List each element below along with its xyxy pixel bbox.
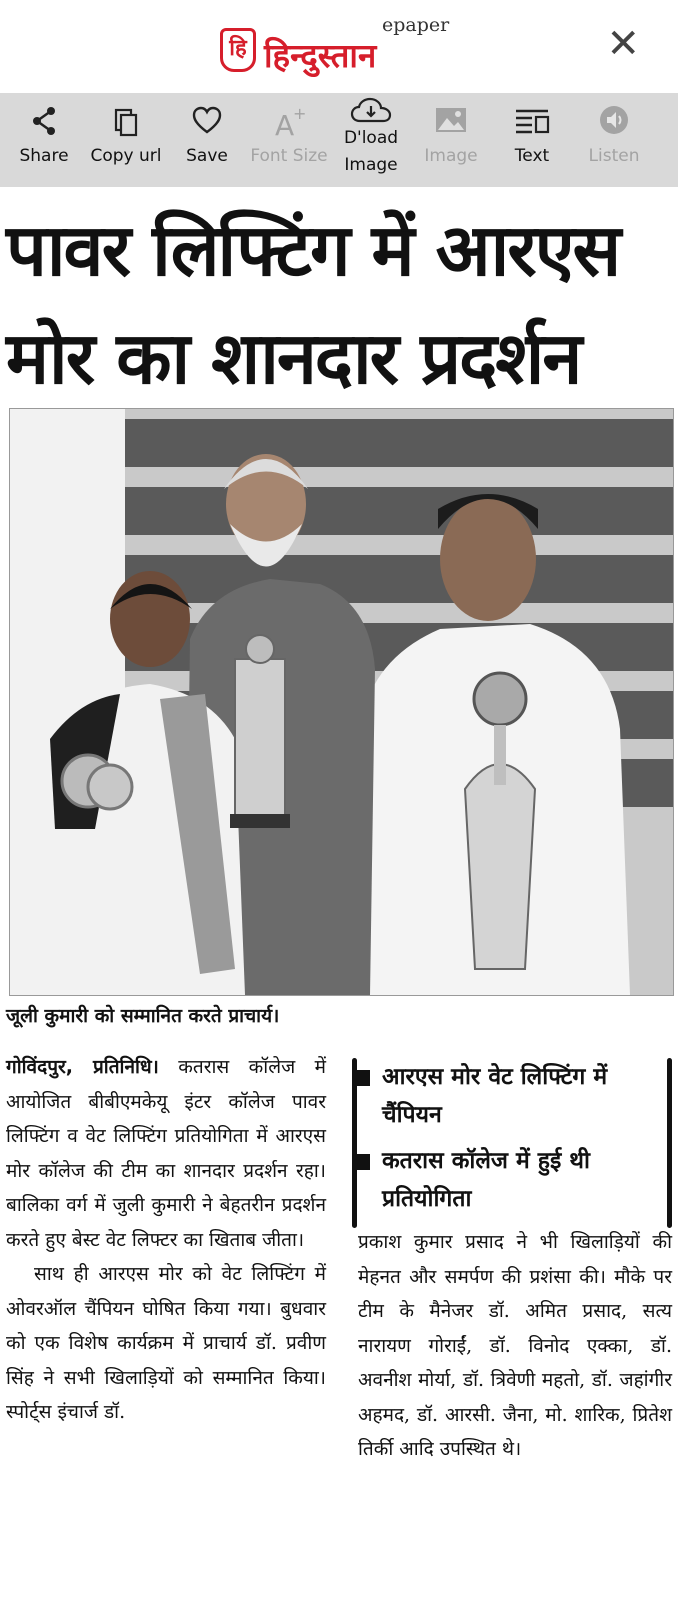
logo-badge: हि xyxy=(220,28,256,72)
text-button[interactable] xyxy=(508,93,556,187)
paragraph-2: साथ ही आरएस मोर को वेट लिफ्टिंग में ओवरऑल चैंपियन घोषित किया गया। बुधवार को एक विशेष कार्यक्रम में प्राचार्य डॉ. प्रवीण सिंह ने सभी खिलाड़ियों को सम्मानित किया। स्पोर्ट्स इंचार्ज डॉ. xyxy=(6,1263,326,1423)
svg-text:A: A xyxy=(275,109,295,142)
highlight-item xyxy=(382,1142,668,1218)
headline-line-1: पावर लिफ्टिंग में आरएस xyxy=(6,208,620,292)
photo-caption: जूली कुमारी को सम्मानित करते प्राचार्य। xyxy=(6,1005,280,1027)
download-image-button[interactable] xyxy=(336,93,406,187)
image-button[interactable] xyxy=(420,93,482,187)
font-size-icon xyxy=(246,105,332,145)
text-icon xyxy=(508,105,556,145)
article-headline xyxy=(6,196,676,412)
listen-label: Listen xyxy=(588,146,640,166)
photo-illustration xyxy=(10,409,673,995)
copy-url-label: Copy url xyxy=(90,146,162,166)
save-label: Save xyxy=(186,146,228,166)
listen-button[interactable] xyxy=(586,93,642,187)
svg-text:+: + xyxy=(293,104,307,123)
copy-url-button[interactable] xyxy=(88,93,164,187)
highlight-text-2: कतरास कॉलेज में हुई थी प्रतियोगिता xyxy=(382,1148,590,1212)
logo-name: हिन्दुस्तान xyxy=(264,36,377,75)
article-photo xyxy=(9,408,674,996)
save-button[interactable] xyxy=(182,93,232,187)
toolbar xyxy=(0,93,678,187)
highlight-item xyxy=(382,1058,668,1134)
article-body-right xyxy=(358,1225,672,1467)
share-icon xyxy=(14,105,74,145)
close-icon[interactable]: ✕ xyxy=(606,21,640,67)
image-icon xyxy=(420,105,482,145)
bullet-square-icon xyxy=(354,1154,370,1170)
bullet-square-icon xyxy=(354,1070,370,1086)
text-label: Text xyxy=(514,146,550,166)
paragraph-1 xyxy=(6,1050,326,1257)
speaker-icon xyxy=(586,105,642,145)
highlights-box xyxy=(352,1058,672,1228)
dateline: गोविंदपुर, प्रतिनिधि। xyxy=(6,1056,159,1078)
highlight-text-1: आरएस मोर वेट लिफ्टिंग में चैंपियन xyxy=(382,1064,608,1128)
copy-icon xyxy=(88,105,164,145)
share-label: Share xyxy=(19,146,69,166)
app-header xyxy=(0,0,678,93)
font-size-button[interactable] xyxy=(246,93,332,187)
paragraph-1-text: कतरास कॉलेज में आयोजित बीबीएमकेयू इंटर कॉलेज पावर लिफ्टिंग व वेट लिफ्टिंग प्रतियोगिता में आरएस मोर कॉलेज की टीम का शानदार प्रदर्शन रहा। बालिका वर्ग में जुली कुमारी ने बेहतरीन प्रदर्शन करते हुए बेस्ट वेट लिफ्टर का खिताब जीता। xyxy=(6,1056,326,1251)
image-label: Image xyxy=(424,146,478,166)
logo-epaper-text: epaper xyxy=(382,14,450,36)
heart-icon xyxy=(182,105,232,145)
download-image-label: D'load Image xyxy=(343,128,399,175)
headline-line-2: मोर का शानदार प्रदर्शन xyxy=(6,316,581,400)
cloud-download-icon xyxy=(336,97,406,125)
logo xyxy=(220,14,460,80)
paragraph-3: प्रकाश कुमार प्रसाद ने भी खिलाड़ियों की मेहनत और समर्पण की प्रशंसा की। मौके पर टीम के मैनेजर डॉ. अमित प्रसाद, सत्य नारायण गोराईं, डॉ. विनोद एक्का, डॉ. अवनीश मोर्या, डॉ. त्रिवेणी महतो, डॉ. जहांगीर अहमद, डॉ. आरसी. जैना, मो. शारिक, प्रितेश तिर्की आदि उपस्थित थे। xyxy=(358,1231,672,1460)
article-body-left xyxy=(6,1050,326,1430)
share-button[interactable] xyxy=(14,93,74,187)
font-size-label: Font Size xyxy=(250,146,328,166)
